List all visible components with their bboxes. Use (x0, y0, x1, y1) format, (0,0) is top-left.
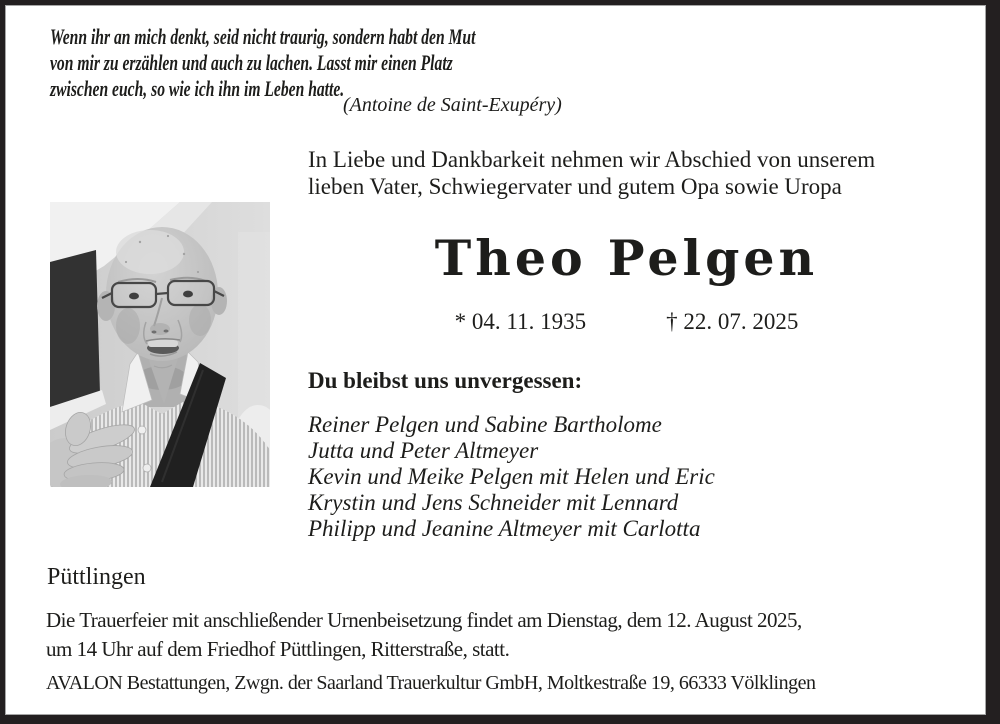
funeral-line-2: um 14 Uhr auf dem Friedhof Püttlingen, Ritterstraße, statt. (46, 637, 510, 661)
quote-line-3: zwischen euch, so wie ich ihn im Leben hatte. (50, 76, 345, 101)
mourner-line-4: Krystin und Jens Schneider mit Lennard (308, 490, 679, 515)
intro-line-2: lieben Vater, Schwiegervater und gutem Opa sowie Uropa (308, 174, 842, 199)
remembrance-heading: Du bleibst uns unvergessen: (308, 368, 583, 393)
funeral-line-1: Die Trauerfeier mit anschließender Urnenbeisetzung findet am Dienstag, dem 12. August 2025, (46, 608, 802, 632)
quote-line-2: von mir zu erzählen und auch zu lachen. Lasst mir einen Platz (50, 50, 453, 75)
quote-attribution: (Antoine de Saint-Exupéry) (343, 94, 562, 116)
place-name: Püttlingen (47, 564, 146, 590)
frame-border-top (0, 0, 1000, 5)
funeral-info (46, 606, 802, 664)
death-date: † 22. 07. 2025 (666, 309, 799, 334)
deceased-name: Theo Pelgen (434, 229, 819, 287)
quote-line-1: Wenn ihr an mich denkt, seid nicht traurig, sondern habt den Mut (50, 24, 476, 49)
frame-border-right (986, 0, 1000, 724)
undertaker-line: AVALON Bestattungen, Zwgn. der Saarland Trauerkultur GmbH, Moltkestraße 19, 66333 Völklingen (46, 672, 816, 694)
frame-border-bottom (0, 715, 1000, 724)
memorial-quote (50, 24, 475, 102)
deceased-photo (50, 202, 270, 487)
intro-text (308, 146, 875, 200)
life-dates (308, 308, 945, 336)
mourner-line-3: Kevin und Meike Pelgen mit Helen und Eric (308, 464, 715, 489)
frame-border-left (0, 0, 5, 724)
mourner-line-5: Philipp und Jeanine Altmeyer mit Carlotta (308, 516, 701, 541)
mourners-list (308, 412, 715, 542)
mourner-line-2: Jutta und Peter Altmeyer (308, 438, 539, 463)
birth-date: * 04. 11. 1935 (454, 309, 587, 334)
mourner-line-1: Reiner Pelgen und Sabine Bartholome (308, 412, 662, 437)
intro-line-1: In Liebe und Dankbarkeit nehmen wir Abschied von unserem (308, 147, 876, 172)
portrait-illustration (50, 202, 270, 487)
